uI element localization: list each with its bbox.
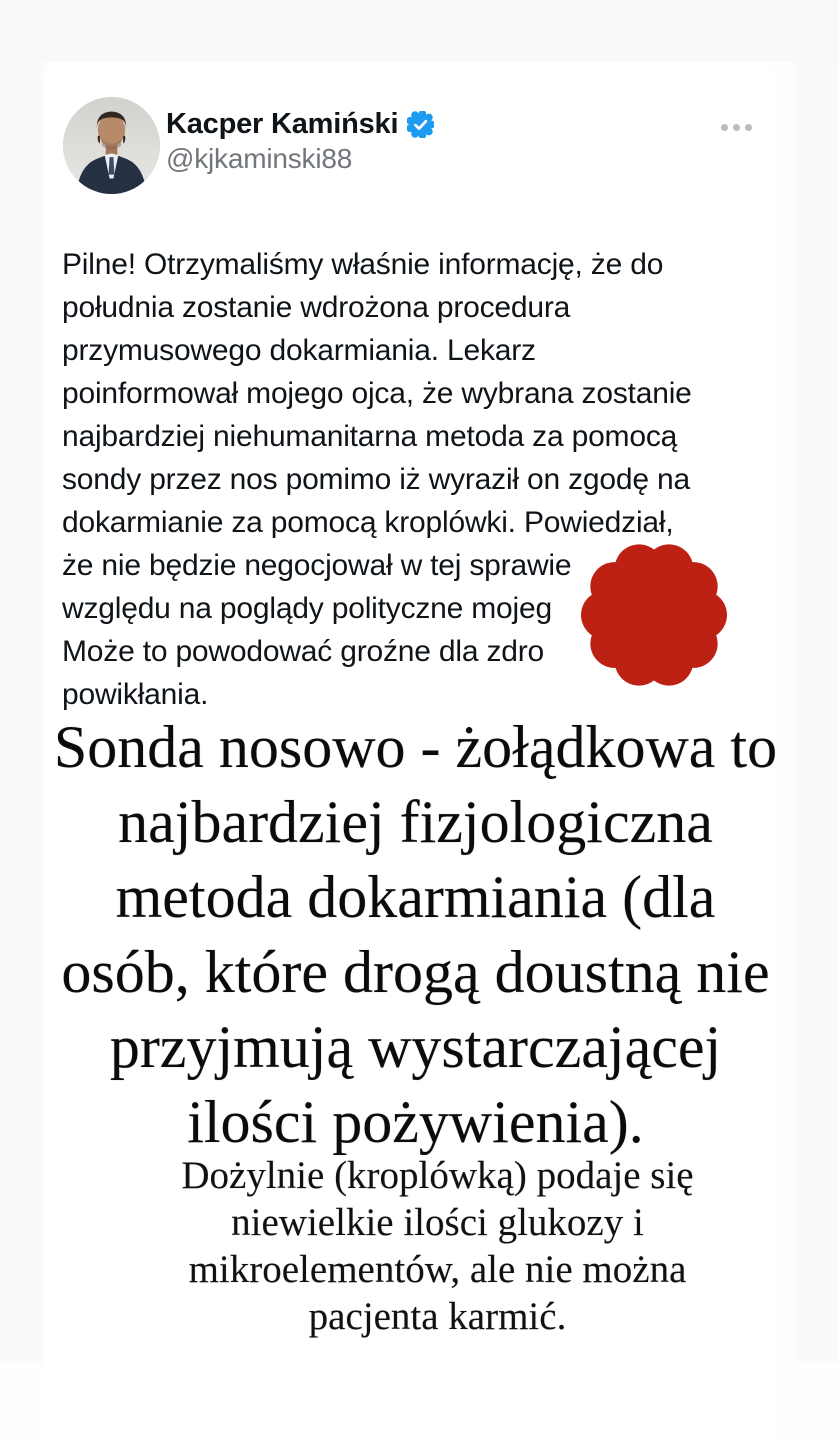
overlay-subtext-line: niewielkie ilości glukozy i — [231, 1201, 644, 1244]
tweet-text-line: dokarmianie za pomocą kroplówki. Powiedział, — [62, 506, 674, 539]
author-handle: @kjkaminski88 — [166, 143, 353, 174]
background-band-top — [0, 0, 839, 62]
tweet-text-line: najbardziej niehumanitarna metoda za pomocą — [62, 420, 678, 453]
overlay-subtext-line: mikroelementów, ale nie można — [188, 1248, 687, 1291]
tweet-text-line: Może to powodować groźne dla zdro — [62, 635, 545, 668]
ellipsis-icon — [733, 124, 740, 131]
tweet-text-line: względu na poglądy polityczne mojeg — [62, 592, 552, 625]
author-name: Kacper Kamiński — [166, 107, 399, 140]
avatar-photo — [63, 97, 160, 194]
tweet-text-line: południa zostanie wdrożona procedura — [62, 291, 571, 324]
more-button[interactable] — [712, 112, 760, 142]
tweet-text-line: przymusowego dokarmiania. Lekarz — [62, 334, 536, 367]
author-row — [166, 106, 434, 142]
overlay-headline — [0, 710, 835, 1160]
overlay-headline-line: Sonda nosowo - żołądkowa to — [53, 714, 778, 780]
overlay-headline-line: ilości pożywienia). — [187, 1089, 644, 1155]
overlay-subtext-line: Dożylnie (kroplówką) podaje się — [181, 1154, 694, 1197]
avatar[interactable] — [63, 97, 160, 194]
verified-icon — [407, 111, 434, 138]
tweet-text-line: Pilne! Otrzymaliśmy właśnie informację, że do — [62, 248, 664, 281]
overlay-subtext-line: pacjenta karmić. — [308, 1295, 567, 1338]
overlay-subtext — [18, 1152, 839, 1340]
tweet-text-line: poinformował mojego ojca, że wybrana zostanie — [62, 377, 692, 410]
ellipsis-icon — [745, 124, 752, 131]
tweet-text-line: sondy przez nos pomimo iż wyraził on zgodę na — [62, 463, 690, 496]
overlay-headline-line: osób, które drogą doustną nie — [61, 939, 770, 1005]
tweet-text-line: że nie będzie negocjował w tej sprawie — [62, 549, 572, 582]
overlay-headline-line: najbardziej fizjologiczna — [118, 789, 713, 855]
redaction-sticker — [581, 542, 727, 688]
ellipsis-icon — [721, 124, 728, 131]
tweet-text-line: powikłania. — [62, 678, 209, 711]
overlay-headline-line: przyjmują wystarczającej — [109, 1014, 722, 1080]
overlay-headline-line: metoda dokarmiania (dla — [115, 864, 716, 930]
